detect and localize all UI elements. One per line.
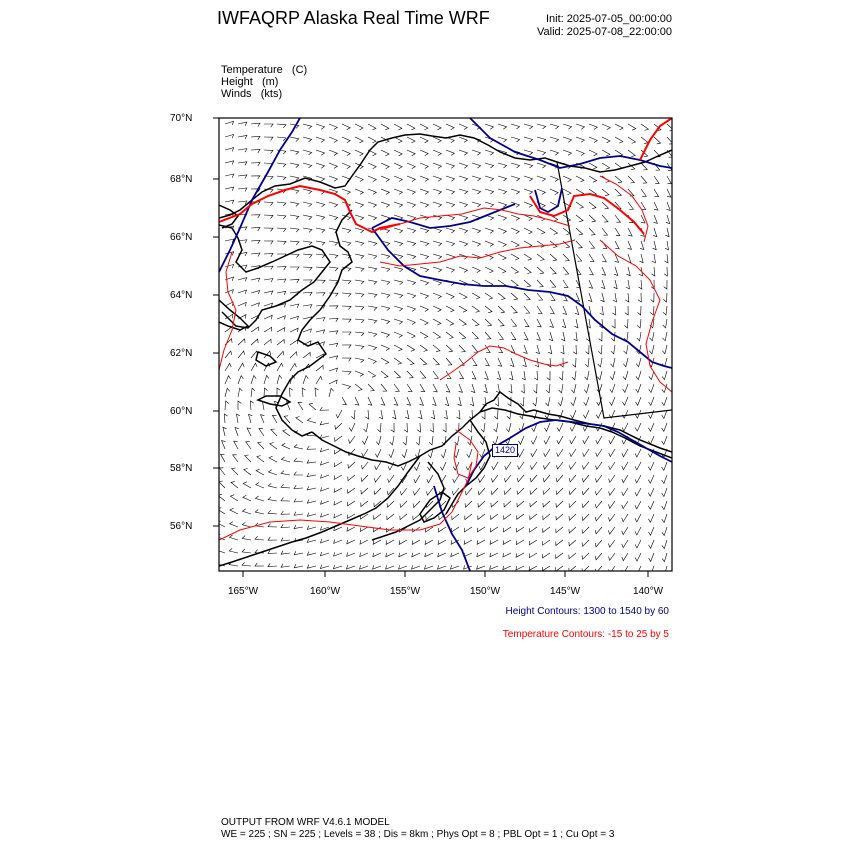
lon-label: 165°W (227, 586, 259, 597)
lat-label: 66°N (170, 232, 193, 243)
lat-label: 56°N (170, 521, 193, 532)
plot-title: IWFAQRP Alaska Real Time WRF (217, 8, 490, 28)
lat-label: 58°N (170, 463, 193, 474)
lat-label: 64°N (170, 290, 193, 301)
lon-label: 160°W (309, 586, 341, 597)
lon-label: 140°W (632, 586, 664, 597)
footer-line-2: WE = 225 ; SN = 225 ; Levels = 38 ; Dis = 8km ; Phys Opt = 8 ; PBL Opt = 1 ; Cu Opt = 3 (221, 829, 615, 840)
temperature-contours-info: Temperature Contours: -15 to 25 by 5 (502, 629, 669, 640)
height-contour-label: 1420 (492, 444, 518, 457)
lon-label: 145°W (549, 586, 581, 597)
field-temperature: Temperature (C) (221, 64, 308, 76)
field-height: Height (m) (221, 76, 279, 88)
footer-line-1: OUTPUT FROM WRF V4.6.1 MODEL (221, 817, 390, 828)
height-contours-info: Height Contours: 1300 to 1540 by 60 (505, 606, 669, 617)
field-winds: Winds (kts) (221, 88, 283, 100)
lat-label: 70°N (170, 113, 193, 124)
lon-label: 150°W (469, 586, 501, 597)
lat-label: 60°N (170, 406, 193, 417)
init-time: Init: 2025-07-05_00:00:00 (546, 13, 672, 25)
lat-label: 62°N (170, 348, 193, 359)
model-footer (221, 817, 614, 841)
map-background (219, 118, 672, 571)
lon-label: 155°W (389, 586, 421, 597)
valid-time: Valid: 2025-07-08_22:00:00 (537, 26, 672, 38)
lat-label: 68°N (170, 174, 193, 185)
